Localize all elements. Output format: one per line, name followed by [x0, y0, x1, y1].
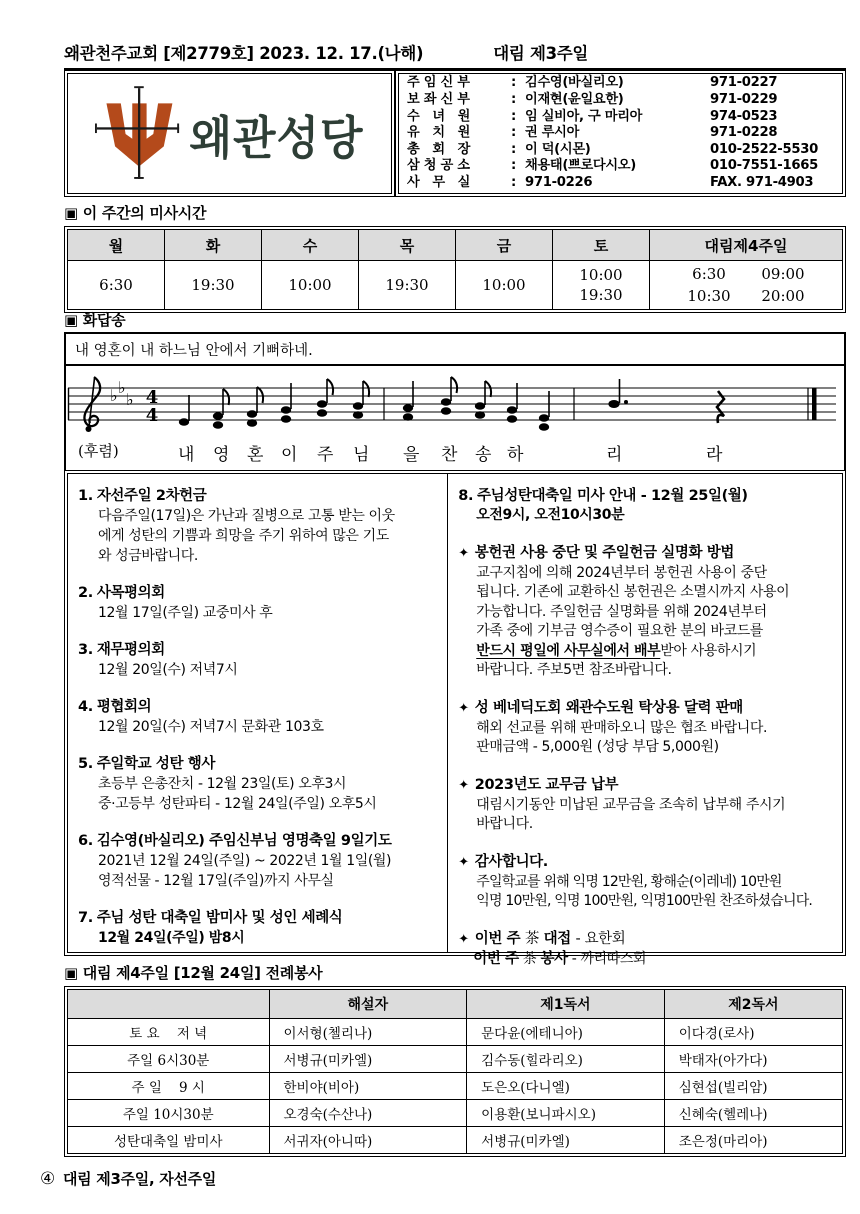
notices-left-column — [68, 474, 447, 952]
page-footer — [40, 1168, 216, 1189]
mass-times-table — [64, 226, 846, 313]
psalm-verse: 내 영혼이 내 하느님 안에서 기뻐하네. — [66, 334, 844, 366]
col-second-reading: 제2독서 — [664, 990, 842, 1019]
notice-item-6: 6. 김수영(바실리오) 주임신부님 영명축일 9일기도 2021년 12월 24일(주일) ~ 2022년 1월 1일(월) 영적선물 - 12월 17일(주일)까지 사무실 — [78, 833, 392, 889]
col-advent4: 대림제4주일 — [650, 230, 843, 261]
time-mon: 6:30 — [68, 261, 165, 310]
bulletin-issue-info: 왜관천주교회 [제2779호] 2023. 12. 17.(나해) — [64, 44, 424, 63]
liturgy-table — [64, 986, 846, 1157]
col-tue: 화 — [165, 230, 262, 261]
svg-text:♭: ♭ — [110, 386, 118, 405]
liturgy-row: 성탄대축일 밤미사 서귀자(아니따) 서병규(미카엘) 조은정(마리아) — [68, 1127, 843, 1154]
sunday-title: 대림 제3주일 — [493, 44, 589, 63]
psalm-box — [64, 332, 846, 474]
mass-times-row — [68, 261, 843, 310]
time-sat: 10:00 19:30 — [553, 261, 650, 310]
notice-thanks: ✦ 감사합니다. 주일학교를 위해 익명 12만원, 황해순(이레네) 10만원 익명 10만원, 익명 100만원, 익명100만원 찬조하셨습니다. — [458, 853, 813, 909]
svg-text:♭: ♭ — [126, 390, 134, 409]
svg-text:4: 4 — [145, 405, 159, 426]
contact-row: 보 좌 신 부 : 이재현(윤일요한) 971-0229 — [407, 92, 778, 108]
logo-box — [64, 70, 395, 197]
liturgy-row: 주 일 9 시 한비야(비아) 도은오(다니엘) 심현섭(빌리암) — [68, 1073, 843, 1100]
liturgy-row: 주일 10시30분 오경숙(수산나) 이용환(보니파시오) 신혜숙(헬레나) — [68, 1100, 843, 1127]
contact-row: 수 녀 원 : 임 실비아, 구 마리아 974-0523 — [407, 108, 778, 124]
contact-box — [395, 70, 846, 197]
col-wed: 수 — [262, 230, 359, 261]
time-fri: 10:00 — [456, 261, 553, 310]
page-number: ④ — [40, 1169, 55, 1189]
music-notation-icon — [66, 374, 842, 438]
mass-header-row — [68, 230, 843, 261]
col-fri: 금 — [456, 230, 553, 261]
contact-row: 총 회 장 : 이 덕(시몬) 010-2522-5530 — [407, 141, 818, 157]
col-first-reading: 제1독서 — [467, 990, 665, 1019]
psalm-section-title: ▣ 화답송 — [64, 311, 126, 329]
masthead-line — [64, 40, 846, 71]
notice-item-2: 2. 사목평의회 12월 17일(주일) 교중미사 후 — [78, 585, 273, 621]
diamond-bullet-icon: ✦ — [458, 700, 469, 716]
notice-item-8: 8. 주님성탄대축일 미사 안내 - 12월 25일(월) 오전9시, 오전10시30분 — [458, 488, 748, 523]
contact-row: 사 무 실 : 971-0226 FAX. 971-4903 — [407, 174, 814, 190]
notice-tea: ✦ 이번 주 茶 대접 - 요한회 이번 주 茶 봉사 - 까리따스회 — [458, 930, 647, 967]
church-cross-logo-icon — [95, 86, 181, 182]
col-thu: 목 — [359, 230, 456, 261]
liturgy-section-title: ▣ 대림 제4주일 [12월 24일] 전례봉사 — [64, 964, 323, 982]
church-name: 왜관성당 — [189, 111, 364, 165]
notice-item-7: 7. 주님 성탄 대축일 밤미사 및 성인 세례식 12월 24일(주일) 밤8시 — [78, 910, 343, 946]
col-sat: 토 — [553, 230, 650, 261]
notice-item-1: 1. 자선주일 2차헌금 다음주일(17일)은 가난과 질병으로 고통 받는 이웃 에게 성탄의 기쁨과 희망을 주기 위하여 많은 기도 와 성금바랍니다. — [78, 488, 395, 564]
notice-calendar: ✦ 성 베네딕도회 왜관수도원 탁상용 달력 판매 해외 선교를 위해 판매하오니 많은 협조 바랍니다. 판매금액 - 5,000원 (성당 부담 5,000원) — [458, 699, 768, 755]
footer-title: 대림 제3주일, 자선주일 — [62, 1170, 217, 1188]
diamond-bullet-icon: ✦ — [458, 854, 469, 870]
liturgy-row: 주일 6시30분 서병규(미카엘) 김수동(힐라리오) 박태자(아가다) — [68, 1046, 843, 1073]
col-commentator: 해설자 — [269, 990, 467, 1019]
contact-row: 삼 청 공 소 : 채용태(쁘로다시오) 010-7551-1665 — [407, 158, 818, 174]
notice-item-3: 3. 재무평의회 12월 20일(수) 저녁7시 — [78, 642, 238, 678]
notice-item-5: 5. 주일학교 성탄 행사 초등부 은총잔치 - 12월 23일(토) 오후3시 중·고등부 성탄파티 - 12월 24일(주일) 오후5시 — [78, 756, 377, 812]
music-staff — [66, 374, 844, 438]
col-mon: 월 — [68, 230, 165, 261]
time-thu: 19:30 — [359, 261, 456, 310]
refrain-label: (후렴) — [78, 442, 119, 460]
notice-dues: ✦ 2023년도 교무금 납부 대림시기동안 미납된 교무금을 조속히 납부해 주시기 바랍니다. — [458, 776, 786, 832]
diamond-bullet-icon: ✦ — [458, 545, 469, 561]
time-tue: 19:30 — [165, 261, 262, 310]
notice-offering: ✦ 봉헌권 사용 중단 및 주일헌금 실명화 방법 교구지침에 의해 2024년부터 봉헌권 사용이 중단 됩니다. 기존에 교환하신 봉헌권은 소멸시까지 사용이 가능합니다. 주일헌금 실명화를 위해 2024년부터 가족 중에 기부금 영수증이 필요한 분의 바코드를 반드시 평일에 사무실에서 배부받아 사용하시기 바랍니다. 주보5면 참조바랍니다. — [458, 544, 790, 678]
liturgy-row: 토 요 저 녁 이서형(첼리나) 문다윤(에테니아) 이다경(로사) — [68, 1019, 843, 1046]
psalm-lyrics: (후렴) 내 영 혼 이 주 님 을 찬 송 하 리 라 — [78, 442, 723, 465]
svg-text:♭: ♭ — [118, 378, 126, 397]
notices-right-column — [447, 474, 842, 967]
contact-row: 유 치 원 : 권 루시아 971-0228 — [407, 125, 778, 141]
svg-text:4: 4 — [145, 387, 159, 408]
masthead-row — [64, 70, 846, 197]
contact-row: 주 임 신 부 : 김수영(바실리오) 971-0227 — [407, 75, 778, 91]
diamond-bullet-icon: ✦ — [458, 777, 469, 793]
time-wed: 10:00 — [262, 261, 359, 310]
mass-times-section-title: ▣ 이 주간의 미사시간 — [64, 204, 207, 222]
time-advent4: 6:30 09:00 10:30 20:00 — [650, 261, 843, 310]
notice-item-4: 4. 평협회의 12월 20일(수) 저녁7시 문화관 103호 — [78, 699, 324, 735]
diamond-bullet-icon: ✦ — [458, 931, 469, 947]
liturgy-header-row — [68, 990, 843, 1019]
notices-box — [64, 470, 846, 967]
